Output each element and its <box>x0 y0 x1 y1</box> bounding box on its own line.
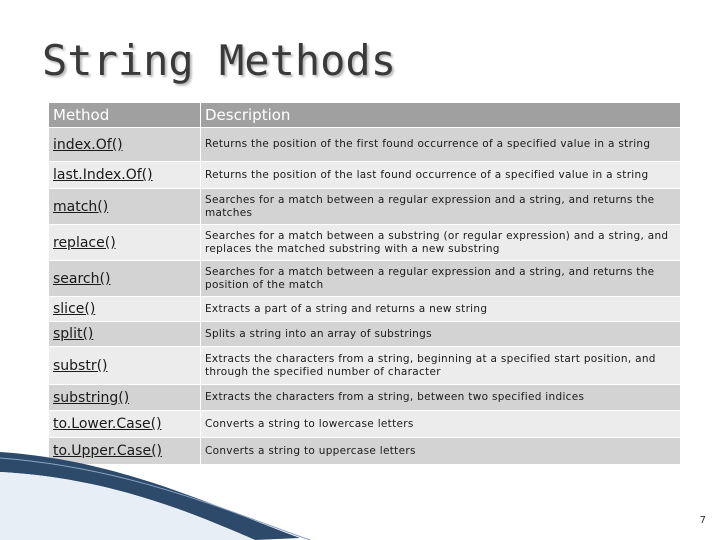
method-name[interactable]: match() <box>49 189 201 225</box>
method-description: Searches for a match between a regular expression and a string, and returns the matches <box>201 189 681 225</box>
method-description: Returns the position of the last found occurrence of a specified value in a string <box>201 162 681 189</box>
table-row <box>49 128 681 162</box>
header-method: Method <box>49 103 201 128</box>
method-description: Extracts the characters from a string, between two specified indices <box>201 385 681 411</box>
table-row <box>49 297 681 322</box>
method-description: Returns the position of the first found occurrence of a specified value in a string <box>201 128 681 162</box>
header-description: Description <box>201 103 681 128</box>
method-description: Extracts a part of a string and returns a new string <box>201 297 681 322</box>
table-row <box>49 225 681 261</box>
page-number: 7 <box>699 515 706 526</box>
table-row <box>49 162 681 189</box>
method-name[interactable]: to.Lower.Case() <box>49 411 201 438</box>
method-name[interactable]: to.Upper.Case() <box>49 438 201 465</box>
methods-table <box>48 102 681 465</box>
decorative-swoosh <box>0 450 720 540</box>
table-row <box>49 261 681 297</box>
method-name[interactable]: index.Of() <box>49 128 201 162</box>
table-row <box>49 347 681 385</box>
method-name[interactable]: last.Index.Of() <box>49 162 201 189</box>
method-name[interactable]: search() <box>49 261 201 297</box>
method-name[interactable]: split() <box>49 322 201 347</box>
method-description: Extracts the characters from a string, beginning at a specified start position, and through the specified number of character <box>201 347 681 385</box>
table-row <box>49 189 681 225</box>
method-description: Searches for a match between a regular expression and a string, and returns the position of the match <box>201 261 681 297</box>
method-description: Converts a string to lowercase letters <box>201 411 681 438</box>
method-name[interactable]: replace() <box>49 225 201 261</box>
table-row <box>49 322 681 347</box>
slide-title: String Methods <box>42 36 397 85</box>
method-name[interactable]: substr() <box>49 347 201 385</box>
table-row <box>49 385 681 411</box>
method-name[interactable]: substring() <box>49 385 201 411</box>
method-name[interactable]: slice() <box>49 297 201 322</box>
table-header-row <box>49 103 681 128</box>
table-row <box>49 411 681 438</box>
method-description: Converts a string to uppercase letters <box>201 438 681 465</box>
method-description: Searches for a match between a substring (or regular expression) and a string, and replaces the matched substring with a new substring <box>201 225 681 261</box>
method-description: Splits a string into an array of substrings <box>201 322 681 347</box>
